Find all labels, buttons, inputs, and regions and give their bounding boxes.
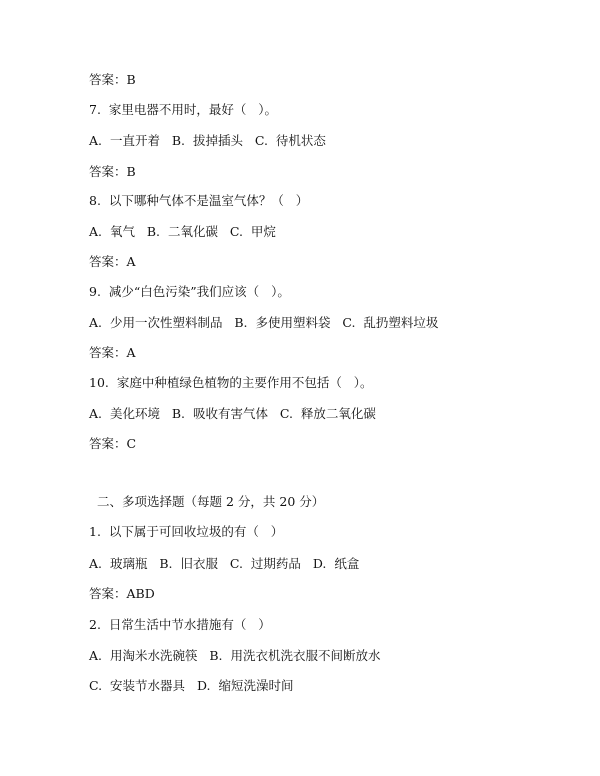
question-multi-1: 1. 以下属于可回收垃圾的有（ ）	[89, 524, 284, 539]
options-10: A. 美化环境 B. 吸收有害气体 C. 释放二氧化碳	[89, 406, 376, 421]
section-heading: 二、多项选择题（每题 2 分，共 20 分）	[97, 494, 325, 509]
options-7: A. 一直开着 B. 拔掉插头 C. 待机状态	[89, 133, 326, 148]
answer-line: 答案：C	[89, 436, 137, 451]
answer-line: 答案：ABD	[89, 586, 155, 601]
question-10: 10. 家庭中种植绿色植物的主要作用不包括（ ）。	[89, 375, 373, 390]
answer-line: 答案：A	[89, 254, 136, 269]
answer-line: 答案：B	[89, 72, 136, 87]
question-9: 9. 减少“白色污染”我们应该（ ）。	[89, 284, 290, 299]
question-8: 8. 以下哪种气体不是温室气体？（ ）	[89, 193, 309, 208]
answer-line: 答案：B	[89, 164, 136, 179]
question-7: 7. 家里电器不用时，最好（ ）。	[89, 102, 278, 117]
question-multi-2: 2. 日常生活中节水措施有（ ）	[89, 617, 271, 632]
options-multi-2-part1: A. 用淘米水洗碗筷 B. 用洗衣机洗衣服不间断放水	[89, 648, 381, 663]
answer-line: 答案：A	[89, 345, 136, 360]
options-multi-1: A. 玻璃瓶 B. 旧衣服 C. 过期药品 D. 纸盒	[89, 556, 360, 571]
options-multi-2-part2: C. 安装节水器具 D. 缩短洗澡时间	[89, 678, 294, 693]
options-8: A. 氧气 B. 二氧化碳 C. 甲烷	[89, 224, 276, 239]
options-9: A. 少用一次性塑料制品 B. 多使用塑料袋 C. 乱扔塑料垃圾	[89, 315, 439, 330]
